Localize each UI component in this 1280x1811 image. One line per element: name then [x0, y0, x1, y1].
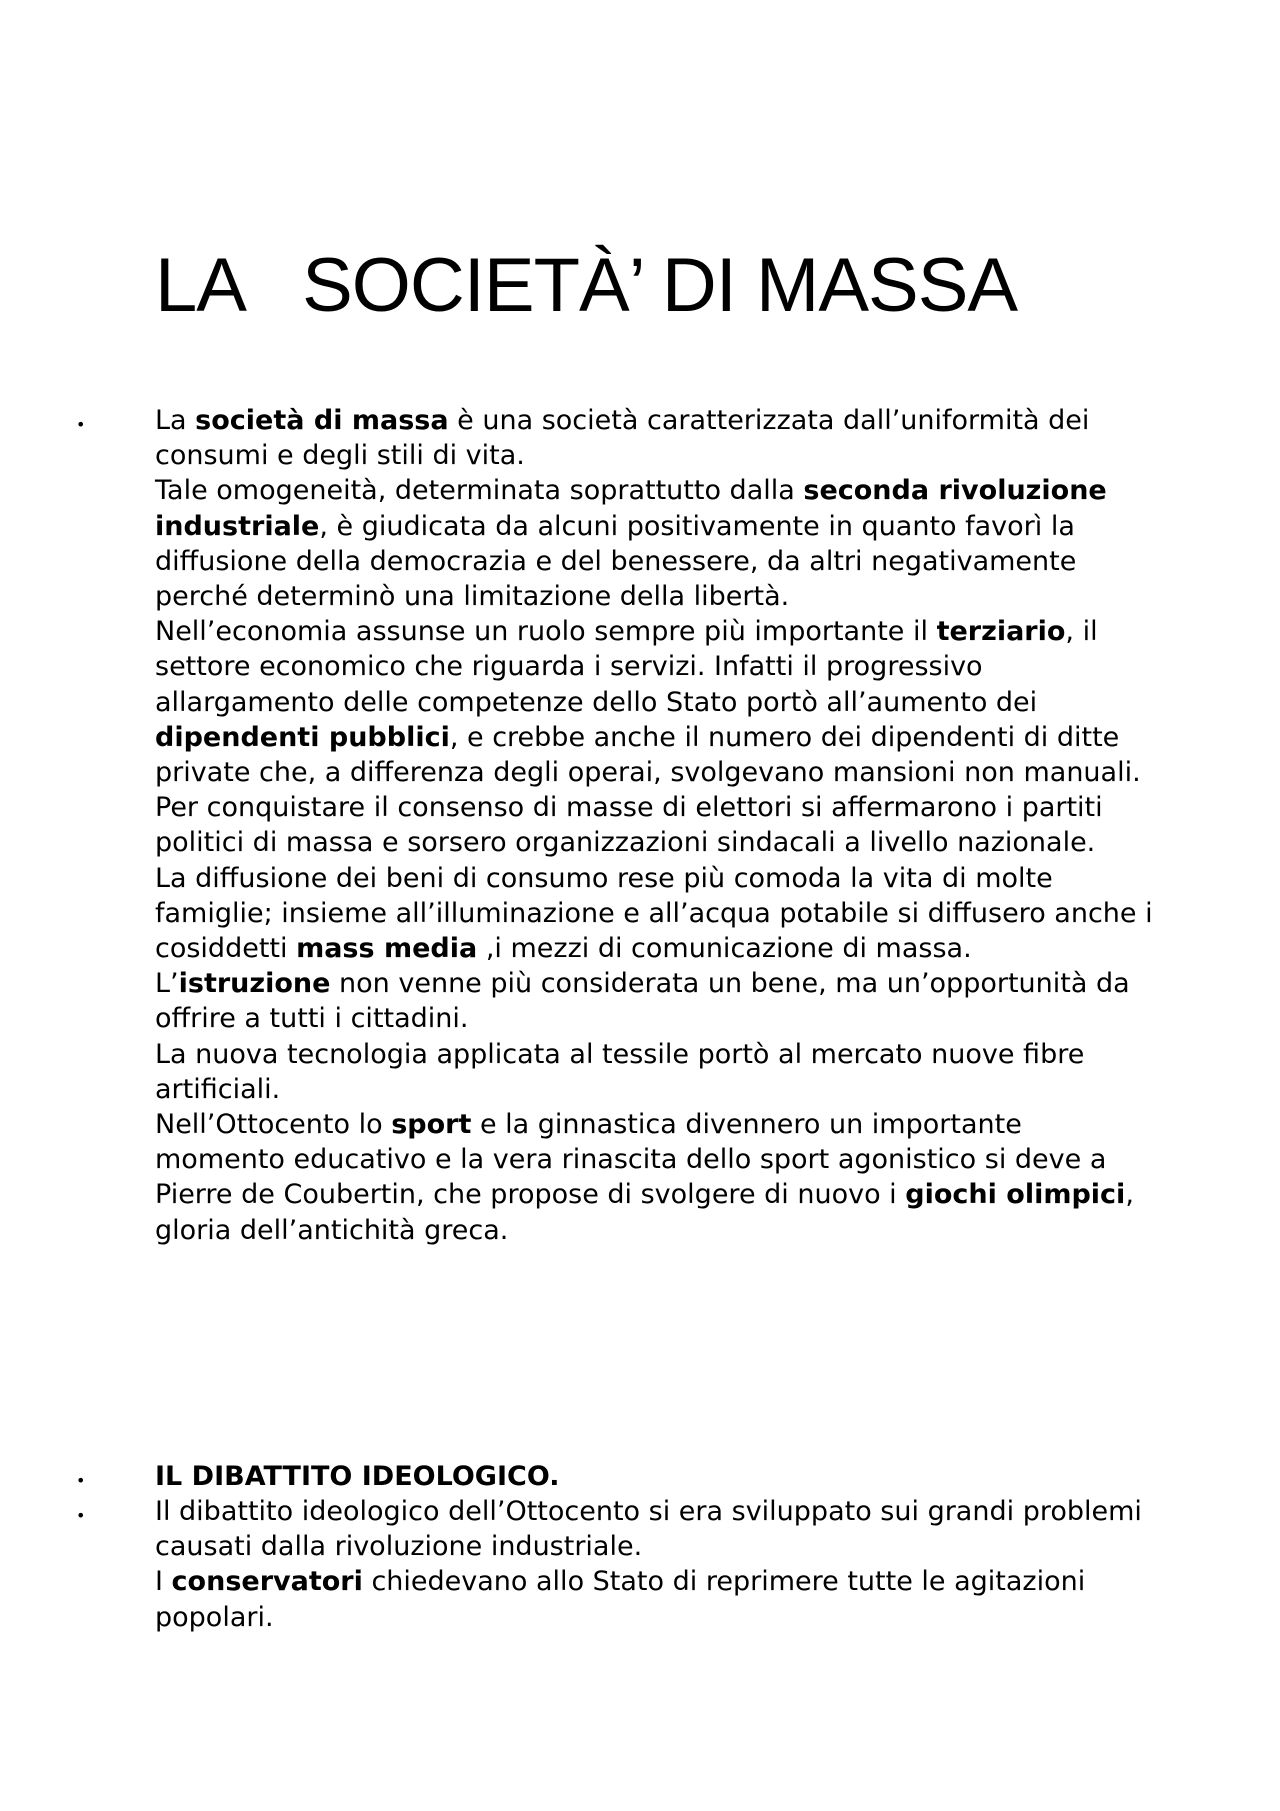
paragraph [155, 1494, 1155, 1564]
text: L’ [155, 968, 179, 1000]
bullet-marker: • [76, 415, 86, 434]
text: , gloria dell’antichità greca. [155, 1179, 1134, 1246]
bold-term: sport [391, 1109, 472, 1141]
paragraph [155, 1564, 1155, 1634]
text: è una società caratterizzata dall’uniformità dei consumi e degli stili di vita. [155, 405, 1090, 472]
paragraph [155, 403, 1155, 473]
heading-text: IL DIBATTITO IDEOLOGICO. [155, 1461, 560, 1492]
paragraph [155, 614, 1155, 790]
paragraph [155, 1107, 1155, 1248]
paragraph [155, 473, 1155, 614]
text: chiedevano allo Stato di reprimere tutte le agitazioni popolari. [155, 1566, 1086, 1633]
bold-term: conservatori [171, 1566, 363, 1598]
text: non venne più considerata un bene, ma un’opportunità da offrire a tutti i cittadini. [155, 968, 1130, 1035]
text: Nell’Ottocento lo [155, 1109, 392, 1141]
text: , e crebbe anche il numero dei dipendenti di ditte private che, a differenza degli operai, svolgevano mansioni non manuali. [155, 721, 1141, 789]
text: e la ginnastica divennero un importante momento educativo e la vera rinascita dello sport agonistico si deve a Pierre de Coubertin, che propose di svolgere di nuovo i [155, 1109, 1107, 1211]
bullet-marker: • [76, 1506, 86, 1525]
paragraph [155, 1037, 1155, 1107]
list-item-heading [155, 1459, 1155, 1494]
text: I [155, 1566, 172, 1598]
text: Nell’economia assunse un ruolo sempre più importante il [155, 616, 937, 648]
list-item-societa-di-massa [155, 403, 1155, 1248]
text: Il dibattito ideologico dell’Ottocento si era sviluppato sui grandi problemi causati dalla rivoluzione industriale. [155, 1496, 1142, 1563]
text: Tale omogeneità, determinata soprattutto dalla [155, 475, 804, 507]
bullet-marker: • [76, 1471, 86, 1490]
bold-term: società di massa [195, 405, 449, 436]
bold-term: mass media [296, 933, 478, 965]
text: La nuova tecnologia applicata al tessile portò al mercato nuove fibre artificiali. [155, 1038, 1085, 1105]
page-title: LA SOCIETÀ’ DI MASSA [155, 243, 1018, 328]
text: La [155, 405, 196, 436]
section-heading [155, 1459, 1155, 1494]
bold-term: istruzione [178, 968, 331, 1000]
text: , è giudicata da alcuni positivamente in quanto favorì la diffusione della democrazia e del benessere, da altri negativamente perché determinò una limitazione della libertà. [155, 510, 1077, 613]
text: , il settore economico che riguarda i servizi. Infatti il progressivo allargamento delle competenze dello Stato portò all’aumento dei [155, 616, 1098, 718]
paragraph [155, 790, 1155, 860]
bold-term: giochi olimpici [905, 1179, 1126, 1211]
bold-term: seconda rivoluzione industriale [155, 475, 1107, 542]
paragraph [155, 966, 1155, 1036]
bold-term: terziario [936, 616, 1066, 648]
bold-term: dipendenti pubblici [155, 721, 450, 753]
paragraph [155, 861, 1155, 967]
list-item-dibattito [155, 1494, 1155, 1635]
text: La diffusione dei beni di consumo rese più comoda la vita di molte famiglie; insieme all’illuminazione e all’acqua potabile si diffusero anche i cosiddetti [155, 862, 1153, 965]
text: ,i mezzi di comunicazione di massa. [477, 933, 972, 965]
text: Per conquistare il consenso di masse di elettori si affermarono i partiti politici di massa e sorsero organizzazioni sindacali a livello nazionale. [155, 792, 1103, 859]
